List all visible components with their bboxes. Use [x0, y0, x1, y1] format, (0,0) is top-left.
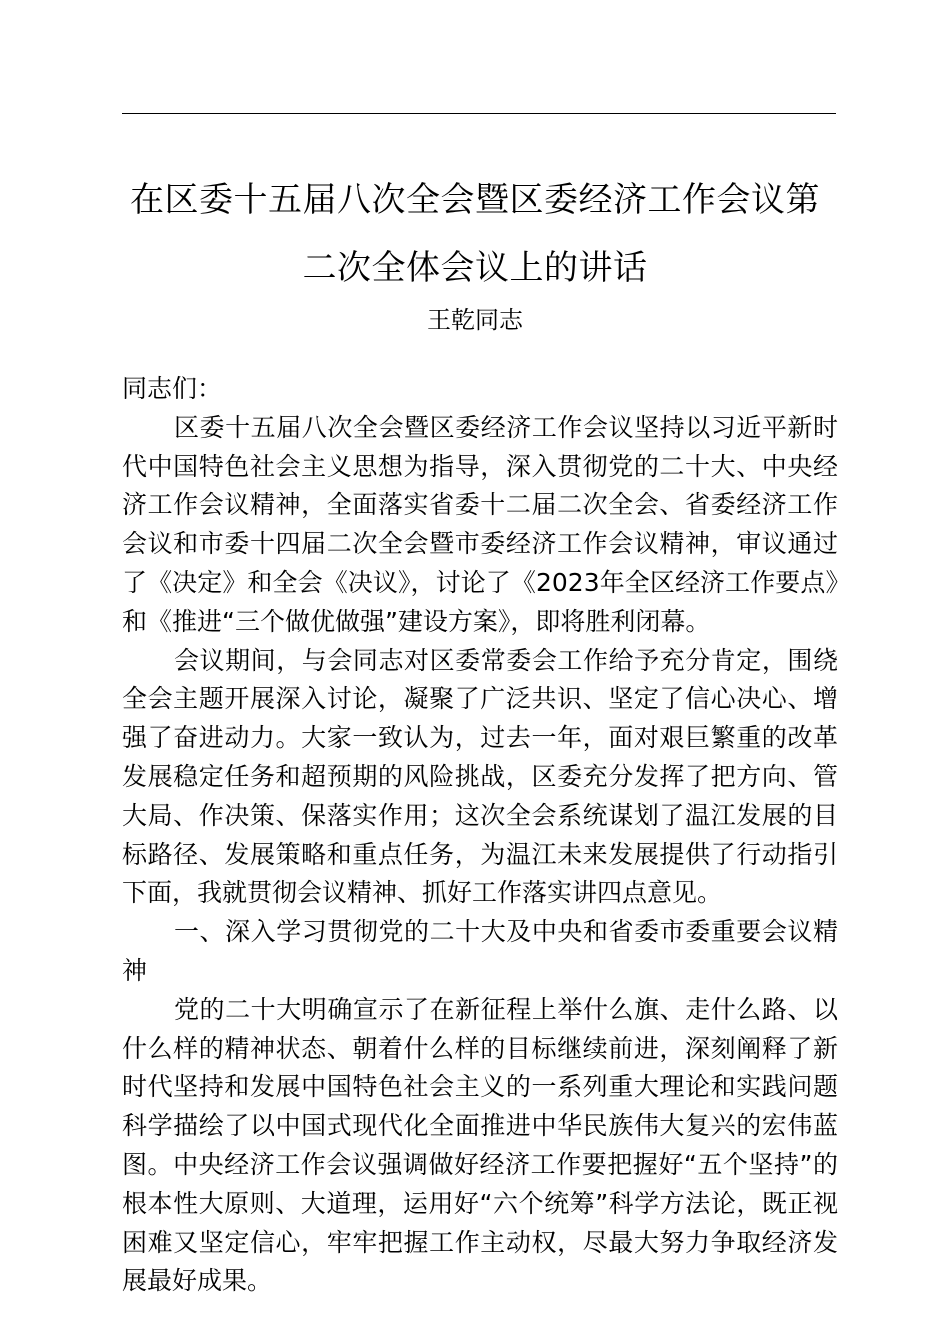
header-rule [122, 113, 836, 114]
paragraph-2: 会议期间，与会同志对区委常委会工作给予充分肯定，围绕全会主题开展深入讨论，凝聚了广泛共识、坚定了信心决心、增强了奋进动力。大家一致认为，过去一年，面对艰巨繁重的改革发展稳定任务和超预期的风险挑战，区委充分发挥了把方向、管大局、作决策、保落实作用；这次全会系统谋划了温江发展的目标路径、发展策略和重点任务，为温江未来发展提供了行动指引下面，我就贯彻会议精神、抓好工作落实讲四点意见。 [122, 645, 838, 908]
document-title-line-2: 二次全体会议上的讲话 [302, 248, 648, 288]
paragraph-3: 党的二十大明确宣示了在新征程上举什么旗、走什么路、以什么样的精神状态、朝着什么样的目标继续前进，深刻阐释了新时代坚持和发展中国特色社会主义的一系列重大理论和实践问题科学描绘了以中国式现代化全面推进中华民族伟大复兴的宏伟蓝图。中央经济工作会议强调做好经济工作要把握好“五个坚持”的根本性大原则、大道理，运用好“六个统筹”科学方法论，既正视困难又坚定信心，牢牢把握工作主动权，尽最大努力争取经济发展最好成果。 [122, 994, 838, 1296]
document-title-line-1: 在区委十五届八次全会暨区委经济工作会议第 [130, 180, 820, 220]
document-body [122, 370, 838, 1301]
paragraph-1: 区委十五届八次全会暨区委经济工作会议坚持以习近平新时代中国特色社会主义思想为指导，深入贯彻党的二十大、中央经济工作会议精神，全面落实省委十二届二次全会、省委经济工作会议和市委十四届二次全会暨市委经济工作会议精神，审议通过了《决定》和全会《决议》，讨论了《2023年全区经济工作要点》和《推进“三个做优做强”建设方案》，即将胜利闭幕。 [122, 412, 838, 636]
section-heading-1: 一、深入学习贯彻党的二十大及中央和省委市委重要会议精神 [122, 917, 838, 985]
document-author: 王乾同志 [427, 306, 523, 334]
salutation: 同志们： [122, 374, 223, 403]
